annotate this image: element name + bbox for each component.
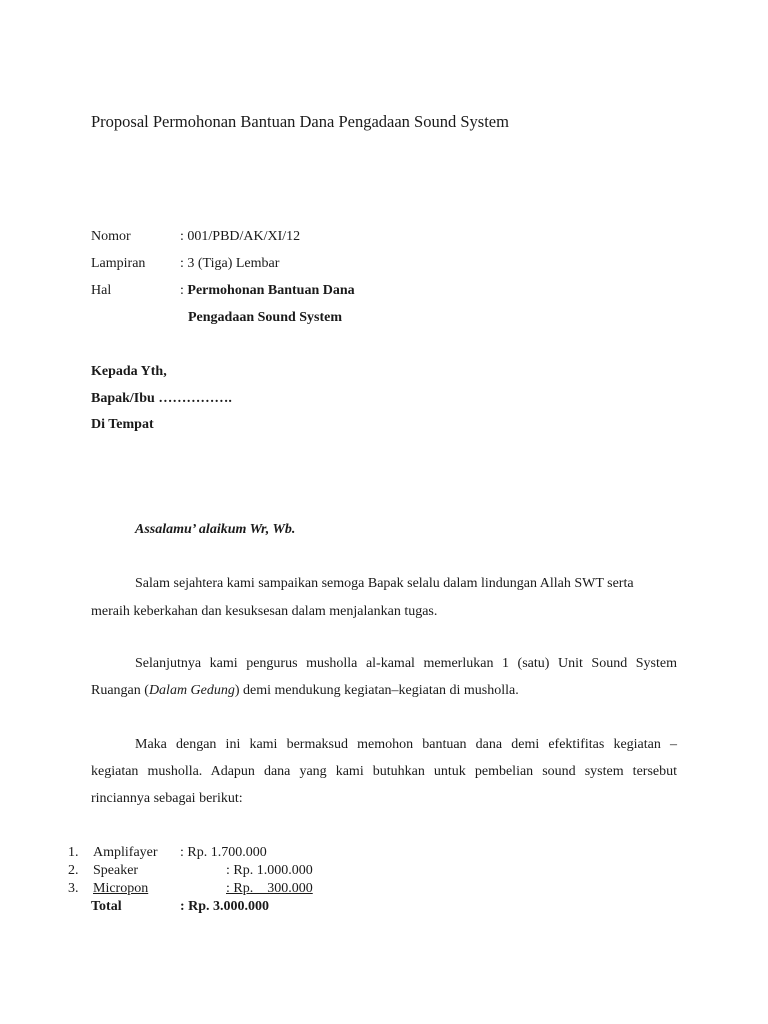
total-label: Total bbox=[91, 899, 122, 914]
greeting: Assalamu’ alaikum Wr, Wb. bbox=[135, 522, 296, 537]
item-name: Amplifayer bbox=[93, 845, 158, 860]
item-name-text: Micropon bbox=[93, 881, 149, 896]
recipient-line3: Di Tempat bbox=[91, 417, 154, 432]
document-title: Proposal Permohonan Bantuan Dana Pengadaan Sound System bbox=[91, 112, 509, 131]
total-row bbox=[68, 899, 368, 917]
list-item bbox=[68, 845, 368, 863]
total-value: : Rp. 3.000.000 bbox=[180, 899, 270, 914]
item-number: 2. bbox=[68, 863, 79, 878]
lampiran-label: Lampiran bbox=[91, 256, 146, 271]
p2-post: ) demi mendukung kegiatan–kegiatan di musholla. bbox=[234, 683, 519, 698]
p2-italic: Dalam Gedung bbox=[148, 683, 235, 698]
paragraph-2-line-2 bbox=[91, 683, 519, 699]
list-item bbox=[68, 863, 368, 881]
item-price: : Rp. 1.000.000 bbox=[226, 863, 313, 878]
hal-value-line1: Permohonan Bantuan Dana bbox=[187, 283, 355, 298]
item-number: 1. bbox=[68, 845, 79, 860]
hal-label: Hal bbox=[91, 283, 112, 298]
hal-colon: : bbox=[180, 283, 188, 298]
recipient-line1: Kepada Yth, bbox=[91, 364, 167, 379]
paragraph-1-line-2: meraih keberkahan dan kesuksesan dalam menjalankan tugas. bbox=[91, 604, 438, 619]
lampiran-value: : 3 (Tiga) Lembar bbox=[180, 256, 280, 271]
hal-value bbox=[180, 283, 355, 299]
hal-value-line2: Pengadaan Sound System bbox=[188, 310, 343, 325]
list-item bbox=[68, 881, 368, 899]
item-name: Speaker bbox=[93, 863, 139, 878]
paragraph-3-line-1: Maka dengan ini kami bermaksud memohon bantuan dana demi efektifitas kegiatan – bbox=[135, 737, 677, 752]
item-price: : Rp. 1.700.000 bbox=[180, 845, 267, 860]
item-name bbox=[93, 881, 226, 897]
paragraph-2-line-1: Selanjutnya kami pengurus musholla al-kamal memerlukan 1 (satu) Unit Sound System bbox=[135, 656, 677, 671]
item-number: 3. bbox=[68, 881, 79, 896]
recipient-line2: Bapak/Ibu ……………. bbox=[91, 391, 232, 406]
nomor-label: Nomor bbox=[91, 229, 131, 244]
paragraph-1-line-1: Salam sejahtera kami sampaikan semoga Bapak selalu dalam lindungan Allah SWT serta bbox=[135, 576, 634, 591]
paragraph-3-line-3: rinciannya sebagai berikut: bbox=[91, 791, 243, 806]
paragraph-3-line-2: kegiatan musholla. Adapun dana yang kami butuhkan untuk pembelian sound system tersebut bbox=[91, 764, 677, 779]
nomor-value: : 001/PBD/AK/XI/12 bbox=[180, 229, 301, 244]
item-price: : Rp. 300.000 bbox=[226, 881, 313, 896]
p2-pre: Ruangan ( bbox=[91, 683, 149, 698]
